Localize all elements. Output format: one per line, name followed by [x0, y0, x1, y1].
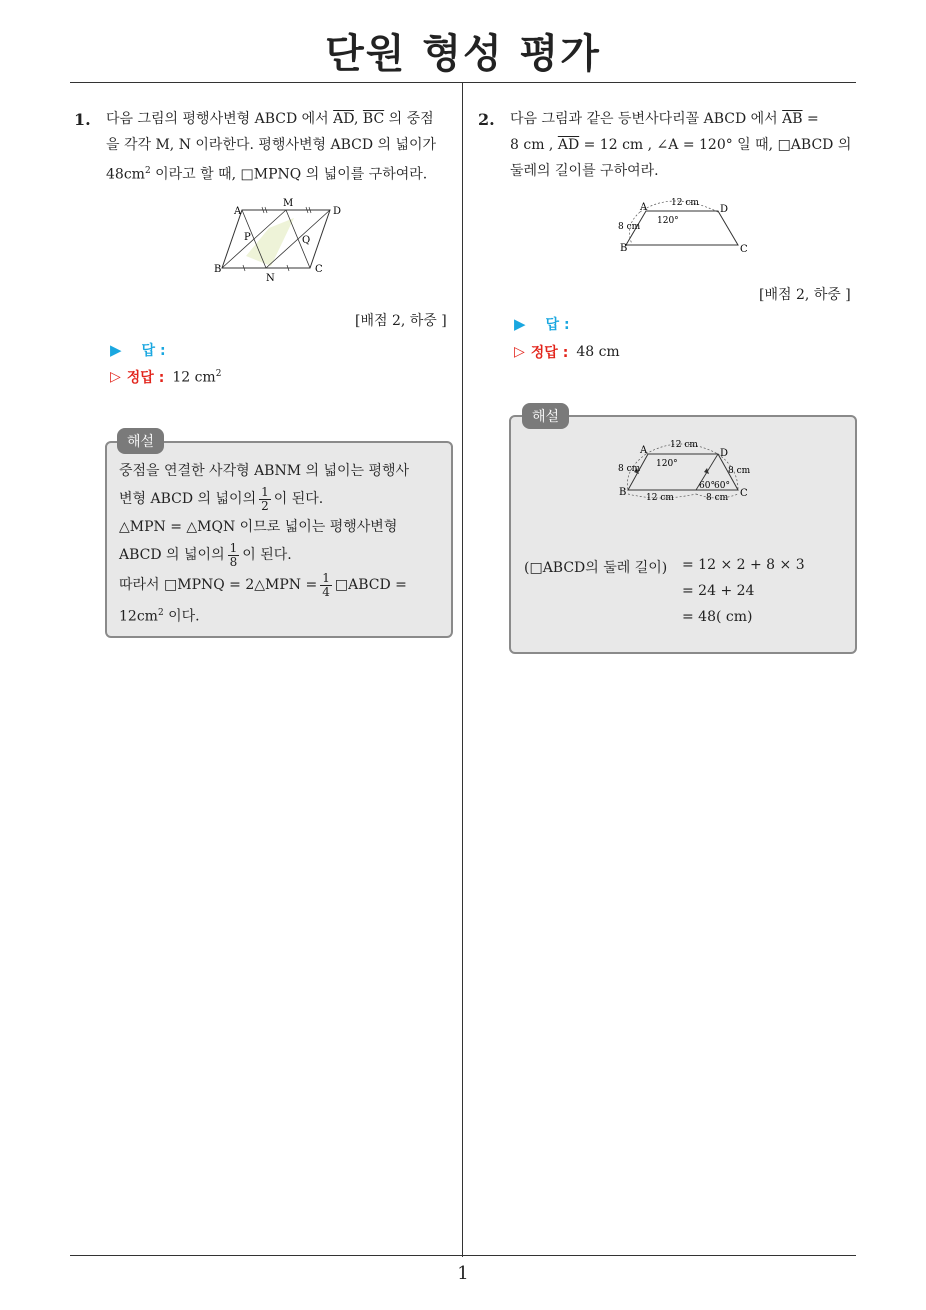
equation-line-3: = 48( cm): [682, 609, 753, 625]
fraction-numerator: 1: [261, 484, 269, 499]
q2-text-part: =: [802, 111, 819, 127]
question-1-points: [배점 2, 하중 ]: [355, 313, 447, 329]
solution-text-part: 이 된다.: [242, 547, 292, 563]
solution-badge: 해설: [522, 403, 569, 429]
trapezoid-solution-figure: [610, 436, 760, 506]
q1-text-sup: 2: [144, 166, 151, 176]
label-d: D: [720, 204, 729, 215]
correct-label: 정답 :: [126, 370, 165, 386]
label-a: A: [234, 206, 242, 217]
segment-ab: $\overline{AB}$: [782, 111, 803, 127]
question-2-text: [510, 106, 860, 184]
header-rule: [70, 82, 856, 83]
angle-a: 120°: [656, 459, 678, 469]
fraction-denominator: 8: [229, 554, 238, 569]
footer-rule: [70, 1255, 856, 1256]
solution-text-part: 따라서 □MPNQ = 2△MPN =: [119, 577, 318, 593]
label-b: B: [620, 243, 628, 254]
angle-a: 120°: [657, 216, 679, 226]
solution-line: [119, 570, 441, 600]
correct-value: 48 cm: [576, 344, 620, 360]
correct-value-text: 12 cm: [172, 369, 216, 386]
label-a: A: [640, 445, 648, 456]
trapezoid-abcd: [626, 211, 738, 245]
solution-text-part: 이 된다.: [273, 491, 324, 507]
solution-text-part: ABCD 의 넓이의: [119, 547, 225, 563]
question-1-number: 1.: [74, 110, 91, 129]
label-d: D: [720, 448, 729, 459]
solution-badge: 해설: [117, 428, 164, 454]
solution-text: [119, 458, 441, 630]
q2-text-part: 다음 그림과 같은 등변사다리꼴 ABCD 에서: [510, 111, 783, 127]
angle-60-left: 60°: [699, 481, 715, 491]
label-m: M: [283, 198, 294, 209]
fraction-quarter: [320, 572, 332, 599]
q2-text-part: 8 cm ,: [510, 137, 558, 153]
q2-text-line: 둘레의 길이를 구하여라.: [510, 163, 659, 179]
segment-ad: $\overline{AD}$: [333, 111, 354, 127]
solution-sup: 2: [157, 608, 164, 618]
answer-arrow-icon: ▶: [110, 341, 122, 359]
answer-label: 답 :: [141, 343, 166, 359]
fraction-denominator: 4: [322, 584, 330, 599]
segment-bc: $\overline{BC}$: [362, 111, 385, 127]
length-b-part: 12 cm: [646, 493, 674, 503]
label-b: B: [619, 487, 627, 498]
correct-answer-row: [514, 342, 620, 362]
q2-text-part: = 12 cm , ∠A = 120° 일 때, □ABCD 의: [579, 137, 852, 153]
fraction-numerator: 1: [322, 570, 330, 585]
correct-value: [172, 369, 221, 386]
q1-text-part: 다음 그림의 평행사변형 ABCD 에서: [106, 111, 334, 127]
column-divider: [462, 82, 463, 1257]
correct-answer-row: [110, 367, 221, 387]
length-ab: 8 cm: [618, 222, 641, 232]
correct-arrow-icon: ▷: [514, 344, 525, 360]
length-ab: 8 cm: [618, 464, 641, 474]
fraction-numerator: 1: [229, 540, 238, 555]
solution-text-part: 12cm: [119, 608, 158, 625]
label-b: B: [214, 264, 222, 275]
solution-line: [119, 484, 441, 514]
label-c: C: [740, 488, 748, 499]
fraction-eighth: [228, 542, 240, 569]
q1-text-part: 의 중점: [384, 111, 434, 127]
fraction-denominator: 2: [261, 498, 269, 513]
segment-ad: $\overline{AD}$: [557, 137, 580, 153]
correct-label: 정답 :: [530, 345, 569, 361]
label-d: D: [333, 206, 342, 217]
answer-row: [514, 314, 570, 334]
label-q: Q: [302, 235, 311, 246]
equation-lhs: (□ABCD의 둘레 길이): [524, 560, 668, 576]
label-c: C: [740, 244, 748, 255]
parallelogram-figure: [212, 192, 362, 284]
length-ad: 12 cm: [670, 440, 698, 450]
solution-text-part: □ABCD =: [334, 577, 407, 593]
solution-text-part: 이다.: [163, 608, 200, 625]
correct-arrow-icon: ▷: [110, 369, 121, 385]
question-2-points: [배점 2, 하중 ]: [759, 287, 851, 303]
q1-text-part: ,: [353, 111, 363, 127]
answer-label: 답 :: [545, 317, 570, 333]
fraction-half: [259, 486, 271, 513]
solution-line: 중점을 연결한 사각형 ABNM 의 넓이는 평행사: [119, 463, 410, 479]
question-2-number: 2.: [478, 110, 495, 129]
label-p: P: [244, 232, 251, 243]
page-title: 단원 형성 평가: [325, 31, 601, 77]
q1-text-part: 이라고 할 때, □MPNQ 의 넓이를 구하여라.: [150, 166, 428, 183]
angle-60-right: 60°: [714, 481, 730, 491]
length-dc: 8 cm: [728, 466, 751, 476]
answer-row: [110, 340, 166, 360]
mpnq-fill: [246, 218, 294, 266]
correct-value-sup: 2: [215, 368, 222, 379]
trapezoid-figure: [612, 190, 762, 260]
solution-line: [119, 540, 441, 570]
solution-line: △MPN = △MQN 이므로 넓이는 평행사변형: [119, 519, 398, 535]
label-n: N: [266, 273, 275, 284]
q1-text-part: 48cm: [106, 166, 145, 183]
question-1-text: [106, 106, 456, 188]
solution-text-part: 변형 ABCD 의 넓이의: [119, 491, 257, 507]
length-c-part: 8 cm: [706, 493, 729, 503]
equation-line-1: = 12 × 2 + 8 × 3: [682, 557, 805, 573]
q1-text-line: 을 각각 M, N 이라한다. 평행사변형 ABCD 의 넓이가: [106, 137, 437, 153]
label-c: C: [315, 264, 323, 275]
page-number: 1: [457, 1263, 469, 1284]
label-a: A: [640, 202, 648, 213]
answer-arrow-icon: ▶: [514, 315, 526, 333]
equation-line-2: = 24 + 24: [682, 583, 755, 599]
length-ad: 12 cm: [671, 198, 699, 208]
